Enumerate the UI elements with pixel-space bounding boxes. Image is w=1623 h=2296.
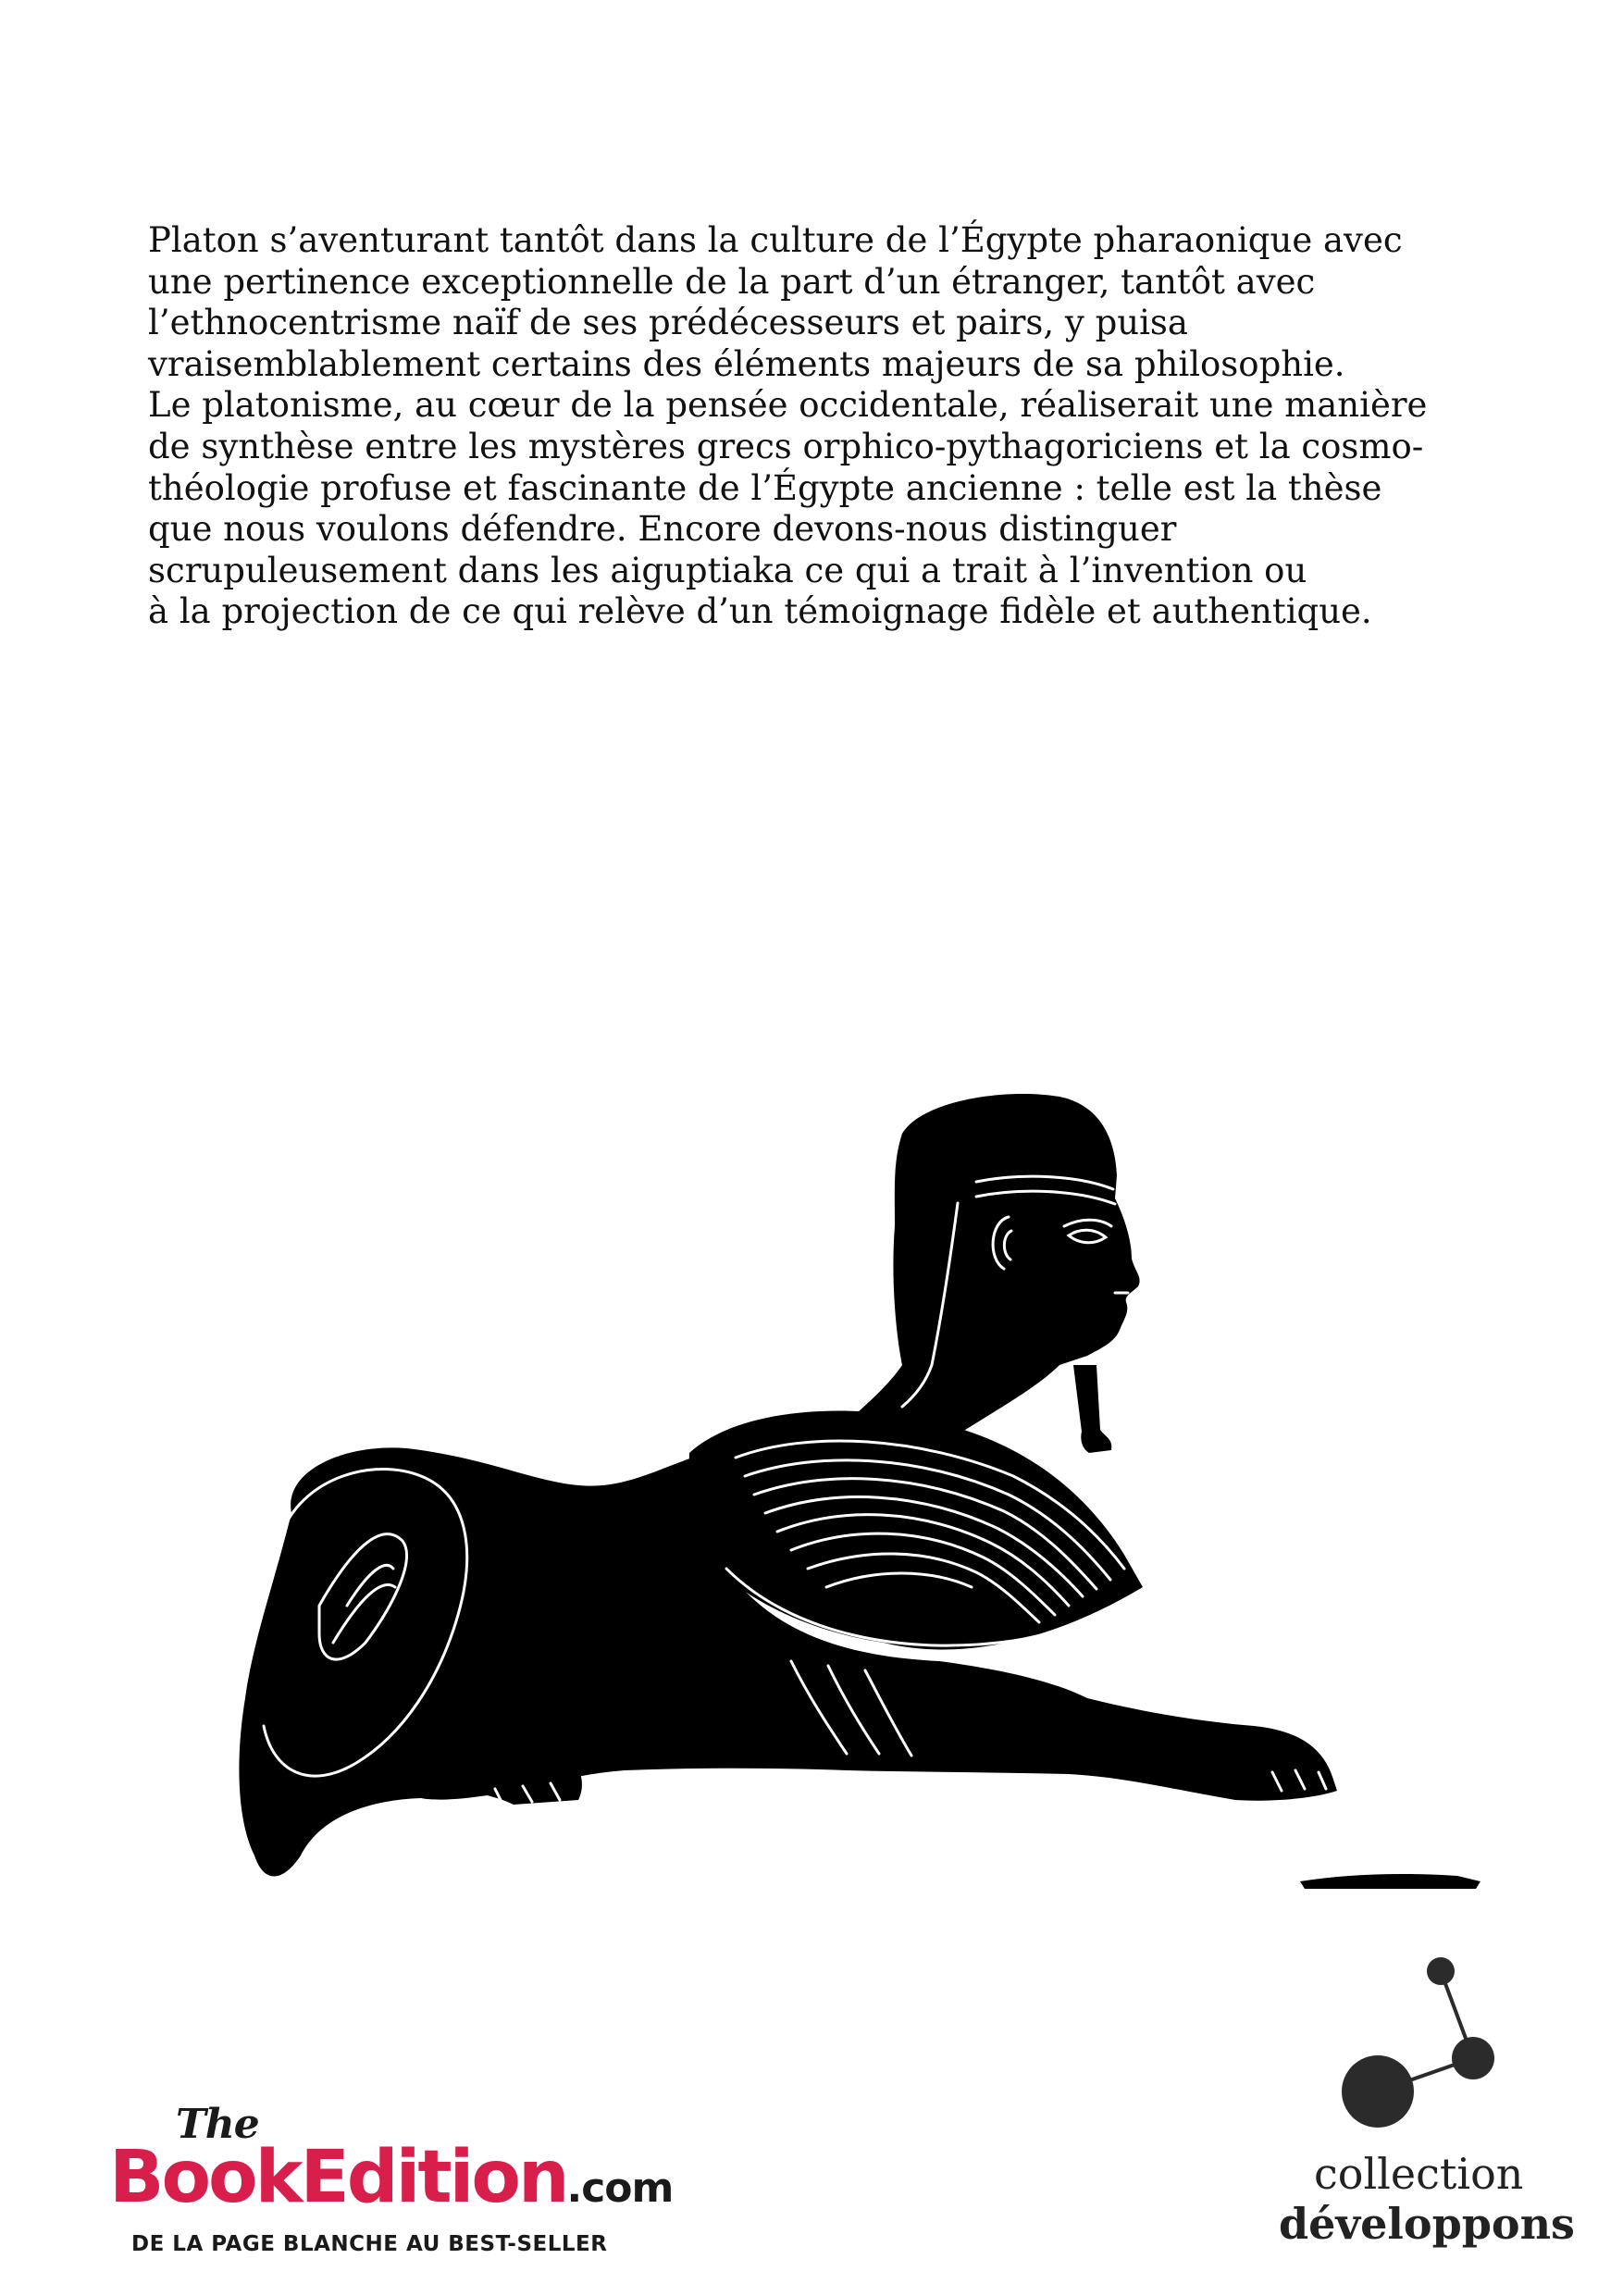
collection-label: collection [1314, 2149, 1524, 2199]
blurb-line: Le platonisme, au cœur de la pensée occidentale, réaliserait une manière [148, 385, 1428, 426]
blurb-line: scrupuleusement dans les aiguptiaka ce qui a trait à l’invention ou [148, 550, 1307, 590]
blurb-line: vraisemblablement certains des éléments majeurs de sa philosophie. [148, 343, 1345, 384]
blurb-line: Platon s’aventurant tantôt dans la culture de l’Égypte pharaonique avec [148, 220, 1403, 260]
molecule-icon [1319, 1943, 1504, 2128]
logo-brand-name [109, 2136, 673, 2219]
logo-name-text: BookEdition [109, 2136, 567, 2219]
logo-the-text: The [176, 2101, 259, 2148]
blurb-line: l’ethnocentrisme naïf de ses prédécesseurs et pairs, y puisa [148, 303, 1188, 343]
collection-logo [1268, 1943, 1601, 2277]
blurb-line: théologie profuse et fascinante de l’Égypte ancienne : telle est la thèse [148, 467, 1382, 508]
collection-name: développons [1279, 2199, 1575, 2249]
logo-tagline: DE LA PAGE BLANCHE AU BEST-SELLER [131, 2232, 608, 2256]
blurb-line: que nous voulons défendre. Encore devons-nous distinguer [148, 509, 1177, 550]
back-cover-blurb [148, 220, 1443, 633]
bookedition-logo [109, 2101, 757, 2277]
blurb-line: une pertinence exceptionnelle de la part d’un étranger, tantôt avec [148, 261, 1316, 302]
blurb-line: de synthèse entre les mystères grecs orphico-pythagoriciens et la cosmo- [148, 426, 1424, 466]
blurb-line: à la projection de ce qui relève d’un témoignage fidèle et authentique. [148, 591, 1372, 632]
sphinx-illustration [143, 1087, 1485, 1902]
logo-domain-text: .com [566, 2165, 674, 2212]
